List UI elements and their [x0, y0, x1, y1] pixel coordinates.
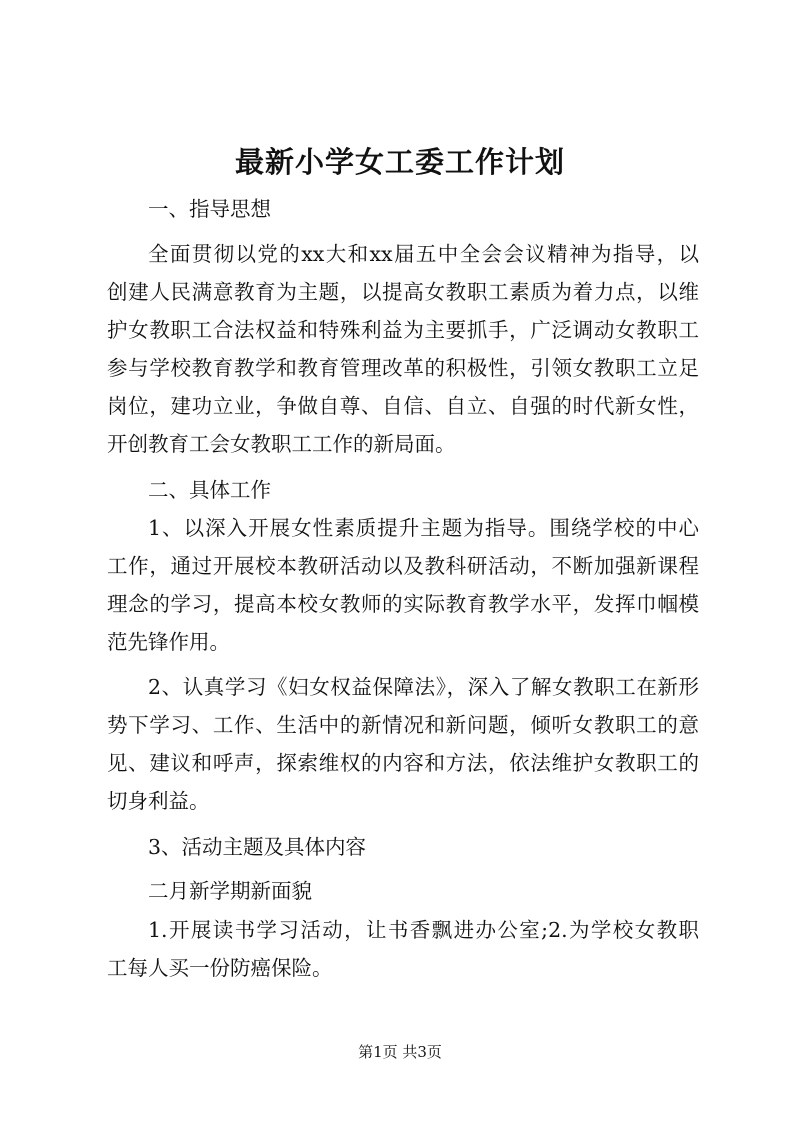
document-title: 最新小学女工委工作计划 [234, 145, 565, 179]
body-line: 护女教职工合法权益和特殊利益为主要抓手，广泛调动女教职工 [107, 318, 699, 342]
section-heading: 二、具体工作 [148, 478, 271, 502]
body-line: 1.开展读书学习活动，让书香飘进办公室;2.为学校女教职 [148, 918, 699, 942]
section-heading: 3、活动主题及具体内容 [148, 835, 367, 859]
body-line: 创建人民满意教育为主题，以提高女教职工素质为着力点，以维 [107, 280, 699, 304]
page-number: 第1页 共3页 [358, 1043, 442, 1061]
body-line: 范先锋作用。 [107, 630, 230, 654]
body-line: 1、以深入开展女性素质提升主题为指导。围绕学校的中心 [148, 516, 699, 540]
section-heading: 一、指导思想 [148, 197, 271, 221]
body-line: 开创教育工会女教职工工作的新局面。 [107, 432, 456, 456]
body-line: 理念的学习，提高本校女教师的实际教育教学水平，发挥巾帼模 [107, 592, 699, 616]
body-line: 全面贯彻以党的xx大和xx届五中全会会议精神为指导，以 [148, 242, 699, 266]
sub-heading: 二月新学期新面貌 [148, 879, 312, 903]
body-line: 参与学校教育教学和教育管理改革的积极性，引领女教职工立足 [107, 356, 699, 380]
body-line: 见、建议和呼声，探索维权的内容和方法，依法维护女教职工的 [107, 751, 699, 775]
body-line: 势下学习、工作、生活中的新情况和新问题，倾听女教职工的意 [107, 713, 699, 737]
body-line: 工每人买一份防癌保险。 [107, 956, 333, 980]
body-line: 岗位，建功立业，争做自尊、自信、自立、自强的时代新女性， [107, 394, 699, 418]
body-line: 工作，通过开展校本教研活动以及教科研活动，不断加强新课程 [107, 554, 699, 578]
body-line: 2、认真学习《妇女权益保障法》，深入了解女教职工在新形 [148, 675, 699, 699]
body-line: 切身利益。 [107, 789, 210, 813]
